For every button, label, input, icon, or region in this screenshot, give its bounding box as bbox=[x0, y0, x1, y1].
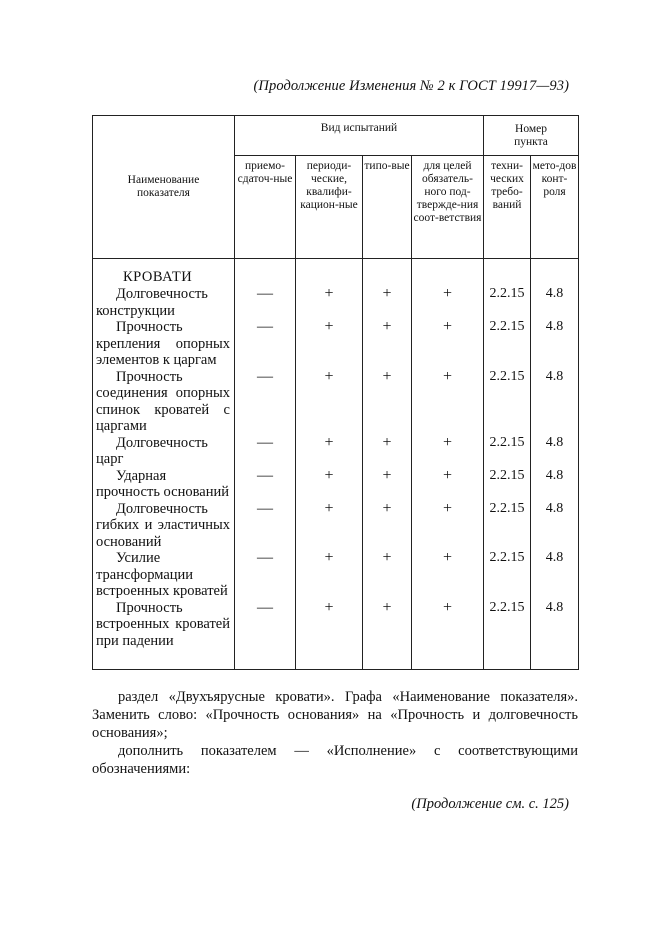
cell-acceptance: — bbox=[235, 501, 296, 551]
header-certification: для целей обязатель-ного под-твержде-ния соот-ветствия bbox=[412, 156, 484, 259]
header-control-methods: мето-дов конт-роля bbox=[531, 156, 579, 259]
cell-acceptance: — bbox=[235, 435, 296, 468]
tests-table bbox=[92, 115, 579, 670]
cell-type: + bbox=[363, 468, 412, 501]
header-tech-requirements: техни-ческих требо-ваний bbox=[484, 156, 531, 259]
cell-acceptance: — bbox=[235, 319, 296, 369]
cell-type: + bbox=[363, 600, 412, 650]
cell-tech-req: 2.2.15 bbox=[484, 550, 531, 600]
cell-tech-req: 2.2.15 bbox=[484, 319, 531, 369]
cell-methods: 4.8 bbox=[531, 286, 579, 319]
table-row bbox=[93, 286, 579, 319]
cell-acceptance: — bbox=[235, 468, 296, 501]
header-test-types: Вид испытаний bbox=[235, 116, 484, 156]
cell-acceptance: — bbox=[235, 369, 296, 435]
indicator-name: Прочность соединения опорных спинок кроватей с царгами bbox=[93, 369, 235, 435]
indicator-name: Прочность крепления опорных элементов к царгам bbox=[93, 319, 235, 369]
indicator-name: Долговечность гибких и эластичных оснований bbox=[93, 501, 235, 551]
paragraph-1: раздел «Двухъярусные кровати». Графа «Наименование показателя». Заменить слово: «Прочность основания» на «Прочность и долговечность основания»; bbox=[92, 689, 578, 741]
cell-methods: 4.8 bbox=[531, 435, 579, 468]
cell-methods: 4.8 bbox=[531, 501, 579, 551]
page-footer-continuation: (Продолжение см. с. 125) bbox=[411, 796, 569, 812]
cell-certification: + bbox=[412, 550, 484, 600]
indicator-name: Долговечность царг bbox=[93, 435, 235, 468]
cell-periodic: + bbox=[296, 369, 363, 435]
header-name-column: Наименование показателя bbox=[93, 116, 235, 259]
cell-tech-req: 2.2.15 bbox=[484, 600, 531, 650]
cell-methods: 4.8 bbox=[531, 369, 579, 435]
cell-certification: + bbox=[412, 319, 484, 369]
cell-methods: 4.8 bbox=[531, 468, 579, 501]
cell-type: + bbox=[363, 286, 412, 319]
header-type: типо-вые bbox=[363, 156, 412, 259]
table-row bbox=[93, 435, 579, 468]
page-header-continuation: (Продолжение Изменения № 2 к ГОСТ 19917—93) bbox=[253, 78, 569, 94]
cell-periodic: + bbox=[296, 501, 363, 551]
indicator-name: Усилие трансформации встроенных кроватей bbox=[93, 550, 235, 600]
cell-periodic: + bbox=[296, 468, 363, 501]
cell-periodic: + bbox=[296, 600, 363, 650]
cell-certification: + bbox=[412, 435, 484, 468]
indicator-name: Ударная прочность оснований bbox=[93, 468, 235, 501]
table-row bbox=[93, 550, 579, 600]
cell-type: + bbox=[363, 319, 412, 369]
cell-acceptance: — bbox=[235, 286, 296, 319]
cell-methods: 4.8 bbox=[531, 550, 579, 600]
cell-certification: + bbox=[412, 286, 484, 319]
table-row bbox=[93, 319, 579, 369]
cell-certification: + bbox=[412, 501, 484, 551]
cell-type: + bbox=[363, 550, 412, 600]
cell-acceptance: — bbox=[235, 550, 296, 600]
cell-certification: + bbox=[412, 468, 484, 501]
cell-tech-req: 2.2.15 bbox=[484, 435, 531, 468]
header-periodic: периоди-ческие, квалифи-кацион-ные bbox=[296, 156, 363, 259]
table-row bbox=[93, 600, 579, 650]
cell-methods: 4.8 bbox=[531, 319, 579, 369]
cell-periodic: + bbox=[296, 435, 363, 468]
cell-periodic: + bbox=[296, 286, 363, 319]
cell-tech-req: 2.2.15 bbox=[484, 468, 531, 501]
indicator-name: Прочность встроенных кроватей при падении bbox=[93, 600, 235, 650]
cell-methods: 4.8 bbox=[531, 600, 579, 650]
table-row bbox=[93, 468, 579, 501]
header-point-number: Номер пункта bbox=[484, 116, 579, 156]
cell-tech-req: 2.2.15 bbox=[484, 501, 531, 551]
cell-tech-req: 2.2.15 bbox=[484, 286, 531, 319]
cell-periodic: + bbox=[296, 319, 363, 369]
header-acceptance: приемо-сдаточ-ные bbox=[235, 156, 296, 259]
table-row bbox=[93, 501, 579, 551]
cell-periodic: + bbox=[296, 550, 363, 600]
cell-tech-req: 2.2.15 bbox=[484, 369, 531, 435]
table-row bbox=[93, 369, 579, 435]
paragraph-2: дополнить показателем — «Исполнение» с соответствующими обозначениями: bbox=[92, 743, 578, 777]
cell-acceptance: — bbox=[235, 600, 296, 650]
cell-type: + bbox=[363, 369, 412, 435]
section-title: КРОВАТИ bbox=[93, 259, 235, 287]
cell-certification: + bbox=[412, 369, 484, 435]
cell-type: + bbox=[363, 501, 412, 551]
indicator-name: Долговечность конструкции bbox=[93, 286, 235, 319]
cell-certification: + bbox=[412, 600, 484, 650]
cell-type: + bbox=[363, 435, 412, 468]
